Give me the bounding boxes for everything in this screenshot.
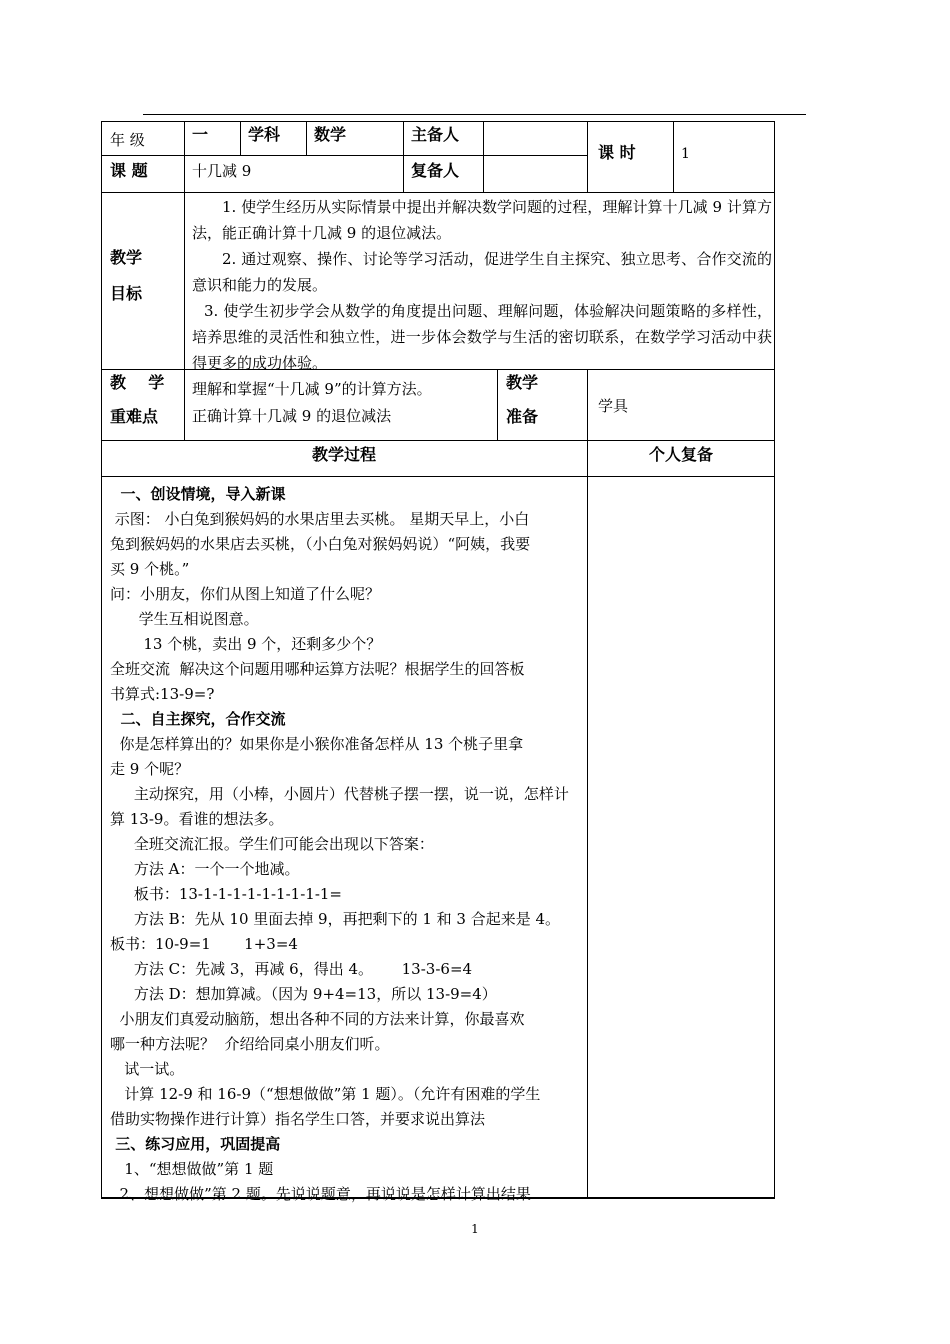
grid-line <box>101 155 587 156</box>
grid-line <box>587 369 588 1199</box>
process-line: 1、“想想做做”第 1 题 <box>110 1160 274 1178</box>
difficulty-line-2: 正确计算十几减 9 的退位减法 <box>192 407 392 425</box>
process-line: 方法 B：先从 10 里面去掉 9，再把剩下的 1 和 3 合起来是 4。 <box>110 910 561 928</box>
section-heading: 二、自主探究，合作交流 <box>110 710 286 728</box>
grade-value: 一 <box>192 125 209 144</box>
review-header: 个人复备 <box>648 445 713 464</box>
process-line: 你是怎样算出的？如果你是小猴你准备怎样从 13 个桃子里拿 <box>110 735 524 753</box>
process-line: 计算 12-9 和 16-9（“想想做做”第 1 题）。（允许有困难的学生 <box>110 1085 541 1103</box>
grid-line <box>240 121 241 155</box>
grid-line <box>101 192 775 193</box>
grid-line <box>101 476 775 477</box>
difficulty-line-1: 理解和掌握“十几减 9”的计算方法。 <box>192 380 432 398</box>
page-number: 1 <box>471 1222 479 1236</box>
goal-item: 1. 使学生经历从实际情景中提出并解决数学问题的过程，理解计算十几减 9 计算方法，能正确计算十几减 9 的退位减法。 <box>192 198 772 242</box>
process-line: 方法 D：想加算减。（因为 9+4=13，所以 13-9=4） <box>110 985 497 1003</box>
grid-line <box>184 121 185 440</box>
goal-item: 3. 使学生初步学会从数学的角度提出问题、理解问题，体验解决问题策略的多样性，培养思维的灵活性和独立性，进一步体会数学与生活的密切联系，在数学学习活动中获得更多的成功体验。 <box>192 302 772 372</box>
goal-item: 2. 通过观察、操作、讨论等学习活动，促进学生自主探究、独立思考、合作交流的意识和能力的发展。 <box>192 250 772 294</box>
process-line: 问：小朋友，你们从图上知道了什么呢？ <box>110 585 381 603</box>
process-line: 买 9 个桃。” <box>110 560 190 578</box>
process-line: 13 个桃，卖出 9 个，还剩多少个？ <box>110 635 382 653</box>
difficulty-label-1: 教 学 <box>110 373 165 392</box>
section-heading: 三、练习应用，巩固提高 <box>110 1135 281 1153</box>
grid-line <box>587 121 588 192</box>
process-line: 方法 A：一个一个地减。 <box>110 860 300 878</box>
process-line: 方法 C：先减 3，再减 6，得出 4。 13-3-6=4 <box>110 960 473 978</box>
process-line: 2、想想做做”第 2 题。先说说题意，再说说是怎样计算出结果 <box>110 1185 531 1203</box>
process-line: 走 9 个呢？ <box>110 760 190 778</box>
process-line: 兔到猴妈妈的水果店去买桃，（小白兔对猴妈妈说）“阿姨，我要 <box>110 535 531 553</box>
process-line: 全班交流 解决这个问题用哪种运算方法呢？根据学生的回答板 <box>110 660 525 678</box>
subject-label: 学科 <box>248 125 281 144</box>
process-line: 小朋友们真爱动脑筋，想出各种不同的方法来计算，你最喜欢 <box>110 1010 525 1028</box>
section-heading: 一、创设情境，导入新课 <box>110 485 286 503</box>
process-line: 书算式:13-9=? <box>110 685 215 703</box>
goals-label-2: 目标 <box>110 284 143 303</box>
subject-value: 数学 <box>314 125 347 144</box>
grade-label: 年 级 <box>110 131 145 149</box>
process-line: 学生互相说图意。 <box>110 610 259 628</box>
preparer-label: 主备人 <box>411 125 460 144</box>
period-value: 1 <box>681 146 690 162</box>
goals-label-1: 教学 <box>110 248 143 267</box>
process-header: 教学过程 <box>311 445 376 464</box>
process-line: 试一试。 <box>110 1060 185 1078</box>
prep-label-1: 教学 <box>506 373 539 392</box>
process-line: 全班交流汇报。学生们可能会出现以下答案： <box>110 835 434 853</box>
grid-line <box>403 121 404 192</box>
process-line: 示图： 小白兔到猴妈妈的水果店里去买桃。 星期天早上，小白 <box>110 510 530 528</box>
goals-text <box>192 194 772 376</box>
difficulty-label-2: 重难点 <box>110 407 159 426</box>
process-line: 借助实物操作进行计算）指名学生口答，并要求说出算法 <box>110 1110 486 1128</box>
process-line: 主动探究，用（小棒，小圆片）代替桃子摆一摆，说一说，怎样计 <box>110 785 569 803</box>
topic-value: 十几减 9 <box>192 162 252 180</box>
process-body <box>110 482 582 1207</box>
period-label: 课 时 <box>598 143 636 162</box>
grid-line <box>101 440 775 441</box>
prep-value: 学具 <box>598 397 629 415</box>
process-line: 哪一种方法呢？ 介绍给同桌小朋友们听。 <box>110 1035 390 1053</box>
grid-line <box>306 121 307 155</box>
process-line: 算 13-9。看谁的想法多。 <box>110 810 284 828</box>
process-line: 板书：10-9=1 1+3=4 <box>110 935 298 953</box>
grid-line <box>497 369 498 440</box>
topic-label: 课 题 <box>110 161 148 180</box>
reviewer-label: 复备人 <box>411 161 460 180</box>
header-rule <box>143 114 806 115</box>
prep-label-2: 准备 <box>506 407 539 426</box>
grid-line <box>673 121 674 192</box>
grid-line <box>483 121 484 192</box>
process-line: 板书：13-1-1-1-1-1-1-1-1-1= <box>110 885 343 903</box>
